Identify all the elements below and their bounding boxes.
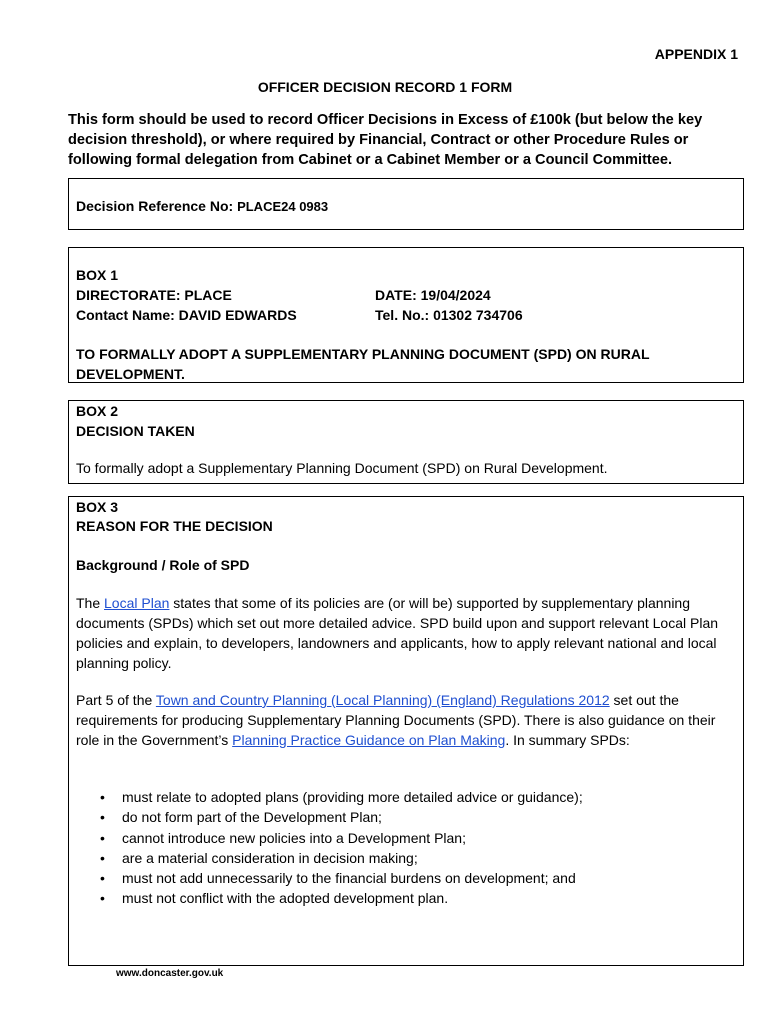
background-heading: Background / Role of SPD [76, 557, 250, 573]
p1-text-end: states that some of its policies are (or will be) supported by supplementary planning documents (SPDs) which set out more detailed advice. SPD build upon and support relevant Local Plan policies and explain, to developers, landowners and applicants, how to apply relevant national and local planning policy. [76, 595, 719, 671]
p1-text-start: The [76, 595, 105, 611]
list-item: • do not form part of the Development Plan; [122, 807, 742, 827]
footer-url: www.doncaster.gov.uk [116, 968, 224, 979]
box-3-heading: BOX 3 [76, 499, 119, 515]
list-item: • must not conflict with the adopted development plan. [122, 888, 742, 908]
list-item: • are a material consideration in decision making; [122, 848, 742, 868]
list-item: • must not add unnecessarily to the financial burdens on development; and [122, 868, 742, 888]
list-item: • must relate to adopted plans (providing more detailed advice or guidance); [122, 787, 742, 807]
background-paragraph-1 [76, 593, 740, 673]
contact-name: Contact Name: DAVID EDWARDS [76, 307, 297, 323]
list-item: • cannot introduce new policies into a Development Plan; [122, 828, 742, 848]
box-1-heading: BOX 1 [76, 267, 119, 283]
background-paragraph-2 [76, 690, 740, 750]
planning-practice-guidance-link[interactable]: Planning Practice Guidance on Plan Making [232, 732, 506, 748]
box-2-heading: BOX 2 [76, 403, 119, 419]
reason-heading: REASON FOR THE DECISION [76, 518, 273, 534]
telephone-number: Tel. No.: 01302 734706 [375, 307, 523, 323]
decision-taken-text: To formally adopt a Supplementary Planning Document (SPD) on Rural Development. [76, 460, 608, 476]
decision-taken-heading: DECISION TAKEN [76, 423, 195, 439]
decision-date: DATE: 19/04/2024 [375, 287, 491, 303]
appendix-label: APPENDIX 1 [654, 46, 738, 62]
decision-reference-label: Decision Reference No: [76, 198, 234, 214]
p2-text-middle: set out the requirements for producing Supplementary Planning Documents (SPD). There is also guidance on their role in the Government’s [76, 692, 716, 748]
spd-bullet-list [76, 787, 742, 909]
decision-title: TO FORMALLY ADOPT A SUPPLEMENTARY PLANNING DOCUMENT (SPD) ON RURAL DEVELOPMENT. [76, 346, 650, 382]
intro-paragraph: This form should be used to record Officer Decisions in Excess of £100k (but below the key decision threshold), or where required by Financial, Contract or other Procedure Rules or following formal delegation from Cabinet or a Cabinet Member or a Council Committee. [68, 112, 703, 168]
local-plan-link[interactable]: Local Plan [104, 595, 170, 611]
decision-reference-value: PLACE24 0983 [237, 199, 329, 214]
p2-text-start: Part 5 of the [76, 692, 156, 708]
decision-reference [76, 196, 328, 217]
regulations-2012-link[interactable]: Town and Country Planning (Local Planning) (England) Regulations 2012 [155, 692, 610, 708]
form-title: OFFICER DECISION RECORD 1 FORM [257, 79, 513, 95]
p2-text-end: . In summary SPDs: [505, 732, 630, 748]
directorate: DIRECTORATE: PLACE [76, 287, 232, 303]
